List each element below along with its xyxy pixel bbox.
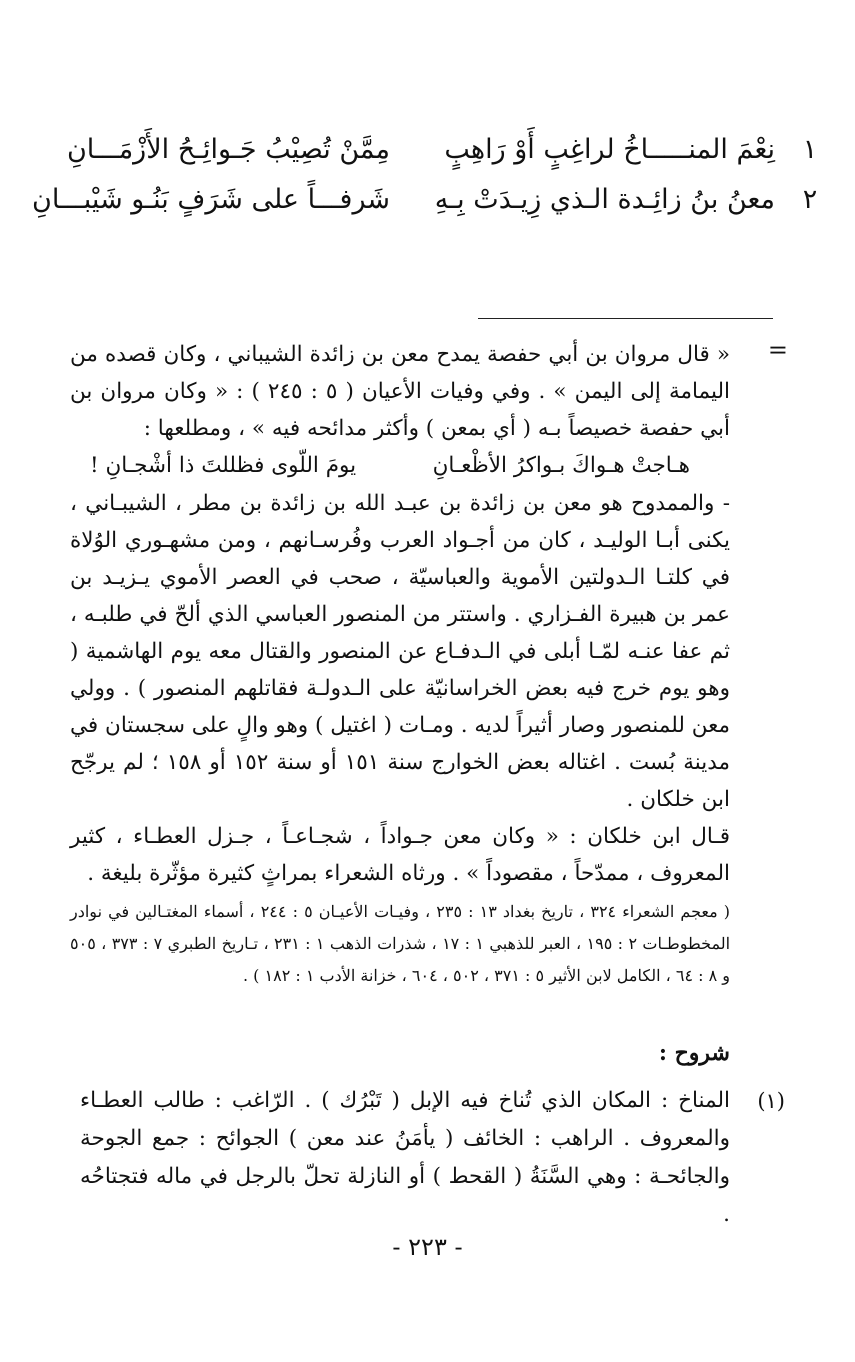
footnote-paragraph-quote: قـال ابن خلكان : « وكان معن جـواداً ، شجـاعـاً ، جـزل العطـاء ، كثير المعروف ، ممدّحاً ، مقصوداً » . ورثاه الشعراء بمراثٍ كثيرة مؤثّرة بليغة . [70, 824, 730, 886]
footnote-poem-line [70, 447, 730, 485]
commentary-number: (١) [757, 1089, 785, 1113]
footnote-continuation-marker: = [767, 336, 788, 364]
verse-number: ٢ [802, 184, 818, 215]
page-number: - ٢٢٣ - [392, 1233, 463, 1261]
footnote-separator [478, 318, 773, 319]
verse-first-hemistich: نِعْمَ المنـــــاخُ لراغِبٍ أَوْ رَاهِبٍ [444, 134, 775, 165]
verse-first-hemistich: معنُ بنُ زائِـدة الـذي زِيـدَتْ بِـهِ [434, 184, 775, 215]
footnote-references: ( معجم الشعراء ٣٢٤ ، تاريخ بغداد ١٣ : ٢٣٥ ، وفيـات الأعيـان ٥ : ٢٤٤ ، أسماء المغتـالين في نوادر المخطوطـات ٢ : ١٩٥ ، العبر للذهبي ١ : ١٧ ، شذرات الذهب ١ : ٢٣١ ، تـاريخ الطبري ٧ : ٣٧٣ ، ٥٠٥ و ٨ : ٦٤ ، الكامل لابن الأثير ٥ : ٣٧١ ، ٥٠٢ ، ٦٠٤ ، خزانة الأدب ١ : ١٨٢ ) . [70, 902, 731, 985]
verse-2 [31, 178, 818, 222]
commentary-block [80, 1082, 785, 1234]
commentary-text: المناخ : المكان الذي تُناخ فيه الإبل ( تَبْرُك ) . الرّاغب : طالب العطـاء والمعروف . الراهب : الخائف ( يأمَنُ عند معن ) الجوائح : جمع الجوحة والجائحـة : وهي السَّنَةُ ( القحط ) أو النازلة تحلّ بالرجل في ماله فتجتاحُه . [80, 1088, 730, 1227]
commentary-heading: شروح : [658, 1040, 730, 1066]
footnote-block [70, 336, 788, 992]
poem-second-hemistich: يومَ اللّوى فظللتَ ذا أشْجـانِ ! [90, 453, 357, 478]
verse-second-hemistich: مِمَّنْ تُصِيْبُ جَـوائِـحُ الأَزْمَـــانِ [66, 134, 390, 165]
verse-second-hemistich: شَرفـــاً على شَرَفٍ بَنُـو شَيْبـــانِ [31, 184, 390, 215]
footnote-paragraph-biography: - والممدوح هو معن بن زائدة بن عبـد الله بن زائدة بن مطر ، الشيبـاني ، يكنى أبـا الوليـد ، كان من أجـواد العرب وفُرسـانهم ، ومن مشهـوري الوُلاة في كلتـا الـدولتين الأموية والعباسيّة ، صحب في العصر الأموي يـزيـد بن عمر بن هبيرة الفـزاري . واستتر من المنصور العباسي الذي ألحّ في طلبـه ، ثم عفا عنـه لمّـا أبلى في الـدفـاع عن المنصور والقتال معه يوم الهاشمية ( وهو يوم خرج فيه بعض الخراسانيّة على الـدولـة فقاتلهم المنصور ) . وولي معن للمنصور وصار أثيراً لديه . ومـات ( اغتيل ) وهو والٍ على سجستان في مدينة بُست . اغتاله بعض الخوارج سنة ١٥١ أو سنة ١٥٢ أو ١٥٨ ؛ لم يرجّح ابن خلكان . [70, 491, 730, 812]
verse-1 [66, 128, 818, 172]
verse-number: ١ [802, 134, 818, 165]
poem-first-hemistich: هـاجتْ هـواكَ بـواكرُ الأظْعـانِ [432, 453, 690, 478]
footnote-paragraph-intro: « قال مروان بن أبي حفصة يمدح معن بن زائدة الشيباني ، وكان قصده من اليمامة إلى اليمن » . وفي وفيات الأعيان ( ٥ : ٢٤٥ ) : « وكان مروان بن أبي حفصة خصيصاً بـه ( أي بمعن ) وأكثر مدائحه فيه » ، ومطلعها : [70, 342, 730, 441]
